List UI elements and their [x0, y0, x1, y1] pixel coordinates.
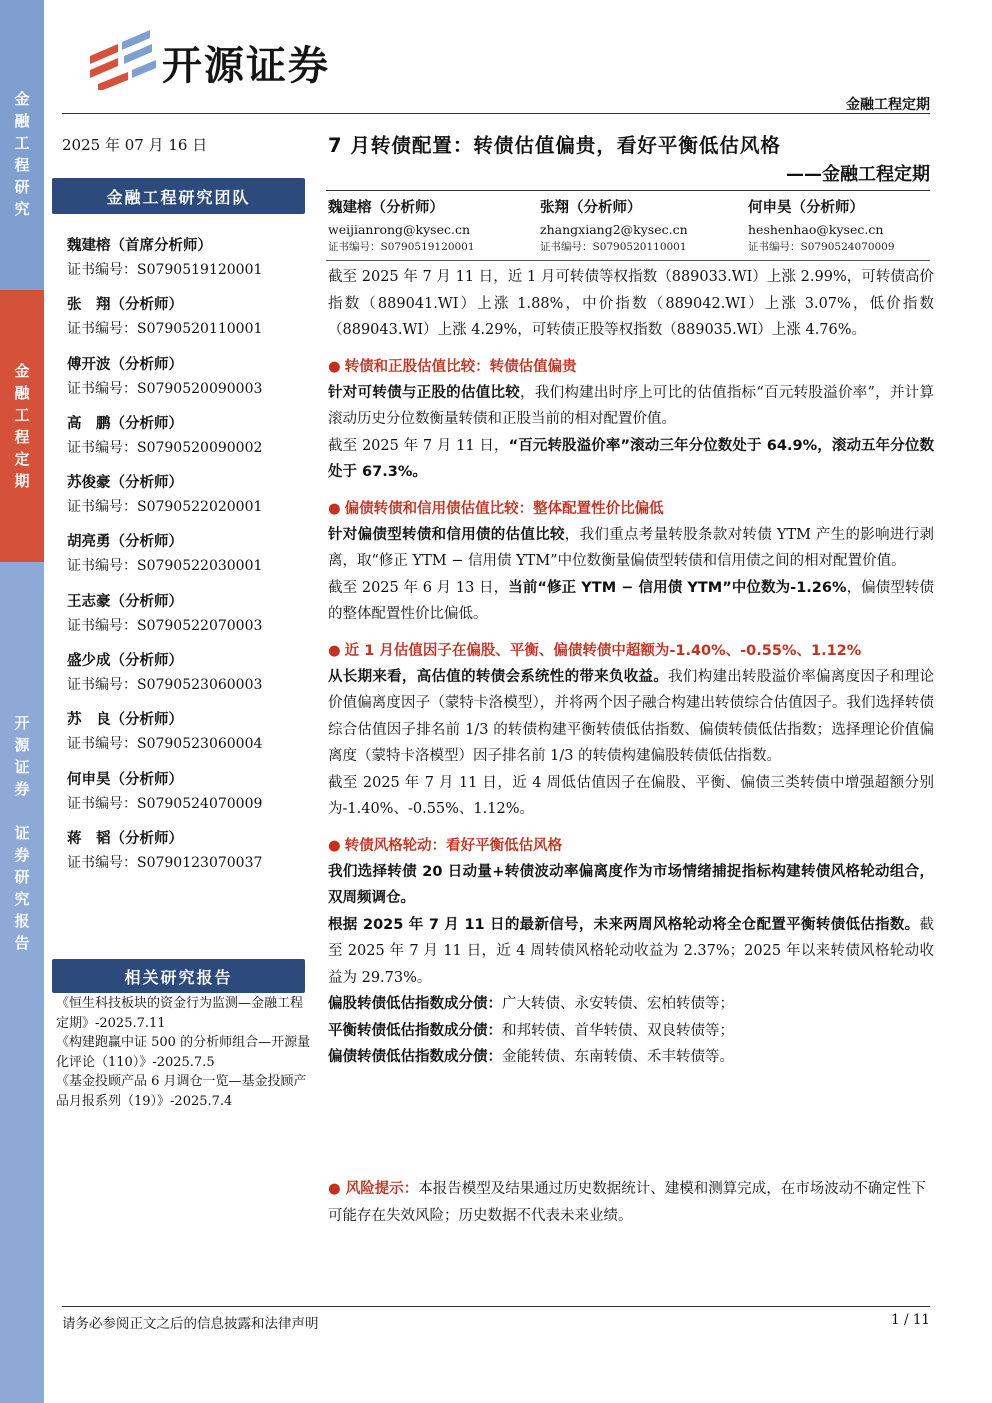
bold-lead: 从长期来看，高估值的转债会系统性的带来负收益。: [328, 668, 669, 685]
bold-text: “百元转股溢价率”滚动三年分位数处于 64.9%，滚动五年分位数处于 67.3%。: [328, 437, 934, 480]
strip-char: 融: [14, 112, 30, 130]
analyst-entry: [67, 531, 307, 590]
analyst-entry: [67, 354, 307, 413]
strip-char: 究: [14, 890, 30, 908]
strip-char: 券: [14, 780, 30, 798]
side-strip-report: [0, 562, 44, 1403]
analyst-cert: 证书编号：S0790524070009: [67, 795, 263, 812]
section-heading: [328, 354, 934, 380]
strip-char: 证: [14, 758, 30, 776]
paragraph: [328, 664, 934, 770]
section-title: 近 1 月估值因子在偏股、平衡、偏债转债中超额为-1.40%、-0.55%、1.12%: [344, 642, 862, 659]
paragraph: [328, 380, 934, 433]
author-name: 魏建榕（分析师）: [328, 200, 444, 216]
author-email[interactable]: zhangxiang2@kysec.cn: [540, 222, 688, 237]
analyst-name: 王志豪（分析师）: [67, 593, 183, 610]
strip-char: 源: [14, 736, 30, 754]
analyst-cert: 证书编号：S0790523060003: [67, 677, 263, 694]
analyst-name: 盛少成（分析师）: [67, 653, 183, 670]
risk-warning: [328, 1176, 934, 1230]
bold-lead: 根据 2025 年 7 月 11 日的最新信号，未来两周风格轮动将全仓配置平衡转债低估指数。: [328, 916, 920, 933]
paragraph: [328, 433, 934, 486]
strip-char: 融: [14, 384, 30, 402]
strip-char: 定: [14, 450, 30, 468]
related-report-link[interactable]: 《构建跑赢中证 500 的分析师组合—开源量化评论（110）》-2025.7.5: [56, 1035, 311, 1070]
strip-char: 究: [14, 200, 30, 218]
strip-char: 工: [14, 134, 30, 152]
analyst-cert: 证书编号：S0790519120001: [67, 262, 263, 278]
author-card: [328, 197, 538, 255]
related-reports-list: [56, 994, 312, 1111]
paragraph-text: 金能转债、东南转债、禾丰转债等。: [502, 1049, 734, 1065]
author-card: [748, 197, 958, 255]
section-title: 偏债转债和信用债估值比较：整体配置性价比偏低: [344, 500, 664, 517]
analyst-name: 蒋 韬（分析师）: [67, 830, 183, 847]
section-title: 转债风格轮动：看好平衡低估风格: [344, 837, 563, 854]
analyst-name: 何申昊（分析师）: [67, 771, 183, 788]
component-line: [328, 991, 934, 1018]
analyst-name: 张 翔（分析师）: [67, 297, 183, 314]
title-divider: [326, 190, 930, 191]
section-title: 转债和正股估值比较：转债估值偏贵: [344, 358, 577, 375]
analyst-name: 苏俊豪（分析师）: [67, 475, 183, 492]
paragraph: [328, 912, 934, 992]
footer-divider: [62, 1306, 930, 1307]
paragraph-text: 我们构建出转股溢价率偏离度因子和理论价值偏离度因子（蒙特卡洛模型），并将两个因子融合构建出转债综合估值因子。我们选择转债综合估值因子排名前 1/3 的转债构建平衡转债低估指数、偏债转债低估指数；选择理论价值偏离度（蒙特卡洛模型）因子排名前 1/3 的转债构建偏股转债低估指数。: [328, 668, 935, 764]
author-email[interactable]: weijianrong@kysec.cn: [328, 222, 470, 237]
analyst-name: 胡亮勇（分析师）: [67, 534, 183, 551]
page-subtitle: ——金融工程定期: [786, 164, 930, 185]
bold-lead: 平衡转债低估指数成分债：: [328, 1022, 502, 1039]
strip-char: 券: [14, 846, 30, 864]
author-cert: 证书编号：S0790519120001: [328, 241, 475, 253]
analyst-cert: 证书编号：S0790520090003: [67, 380, 263, 397]
strip-char: [19, 800, 24, 822]
strip-char: 程: [14, 428, 30, 446]
related-reports-header: 相关研究报告: [52, 959, 305, 993]
paragraph-text: ，我们重点考量转股条款对转债 YTM 产生的影响进行剥离，取“修正 YTM − 信用债 YTM”中位数衡量偏债型转债和信用债之间的相对配置价值。: [328, 526, 934, 569]
section-heading: [328, 833, 934, 859]
side-strip: [0, 0, 44, 1403]
brand-name: 开源证券: [162, 43, 330, 89]
header-divider: [62, 113, 930, 114]
strip-char: 研: [14, 178, 30, 196]
bold-lead: 偏债转债低估指数成分债：: [328, 1049, 502, 1065]
paragraph: 截至 2025 年 7 月 11 日，近 4 周低估值因子在偏股、平衡、偏债三类转债中增强超额分别为-1.40%、-0.55%、1.12%。: [328, 774, 934, 817]
analyst-cert: 证书编号：S0790522020001: [67, 499, 263, 516]
paragraph: [328, 859, 934, 912]
red-dot-icon: ●: [328, 358, 341, 375]
bold-lead: 偏股转债低估指数成分债：: [328, 996, 502, 1012]
author-cert: 证书编号：S0790524070009: [748, 241, 895, 253]
bold-lead: 针对偏债型转债和信用债的估值比较: [328, 526, 565, 543]
author-card: [540, 197, 750, 255]
strip-char: 期: [14, 472, 30, 490]
analyst-entry: [67, 413, 307, 472]
section-heading: [328, 496, 934, 522]
paragraph-text: 截至 2025 年 6 月 13 日，: [328, 579, 509, 596]
page-title: 7 月转债配置：转债估值偏贵，看好平衡低估风格: [328, 134, 781, 157]
analyst-entry: [67, 591, 307, 650]
strip-char: 研: [14, 868, 30, 886]
related-report-link[interactable]: 《基金投顾产品 6 月调仓一览—基金投顾产品月报系列（19）》-2025.7.4: [56, 1074, 307, 1109]
paragraph-text: 截至 2025 年 7 月 11 日，: [328, 437, 509, 454]
page-number: 1 / 11: [891, 1312, 930, 1328]
red-dot-icon: ●: [328, 837, 341, 854]
analyst-cert: 证书编号：S0790522070003: [67, 617, 263, 634]
strip-char: 证: [14, 824, 30, 842]
paragraph-text: 截至 2025 年 7 月 11 日，近 4 周转债风格轮动收益为 2.37%；2025 年以来转债风格轮动收益为 29.73%。: [328, 916, 934, 986]
paragraph-text: 广大转债、永安转债、宏柏转债等；: [502, 996, 734, 1012]
strip-char: 工: [14, 406, 30, 424]
analyst-entry: [67, 828, 307, 887]
red-dot-icon: ●: [328, 642, 341, 659]
author-divider: [326, 260, 930, 261]
related-report-link[interactable]: 《恒生科技板块的资金行为监测—金融工程定期》-2025.7.11: [56, 996, 304, 1031]
analyst-name: 傅开波（分析师）: [67, 356, 183, 373]
author-block: [328, 197, 934, 257]
strip-char: 程: [14, 156, 30, 174]
report-body: [328, 264, 934, 1071]
analyst-name: 苏 良（分析师）: [67, 712, 183, 729]
analyst-entry: [67, 235, 307, 294]
component-line: [328, 1044, 934, 1071]
header-category: 金融工程定期: [846, 97, 930, 113]
paragraph-text: ，偏债型转债的整体配置性价比偏低。: [328, 579, 935, 622]
red-dot-icon: ●: [328, 1181, 346, 1197]
team-header: 金融工程研究团队: [52, 178, 305, 214]
strip-char: 金: [14, 362, 30, 380]
analyst-list: [67, 235, 307, 887]
footer-disclaimer: 请务必参阅正文之后的信息披露和法律声明: [62, 1316, 319, 1332]
bold-text: 当前“修正 YTM − 信用债 YTM”中位数为-1.26%: [508, 579, 847, 596]
analyst-cert: 证书编号：S0790123070037: [67, 854, 263, 871]
strip-char: 报: [14, 912, 30, 930]
strip-char: 金: [14, 90, 30, 108]
side-strip-research: [0, 0, 44, 290]
risk-text: 本报告模型及结果通过历史数据统计、建模和测算完成，在市场波动不确定性下可能存在失效风险；历史数据不代表未来业绩。: [328, 1181, 926, 1224]
strip-char: 开: [14, 714, 30, 732]
side-strip-periodic: [0, 290, 44, 562]
analyst-cert: 证书编号：S0790520090002: [67, 439, 263, 456]
analyst-cert: 证书编号：S0790522030001: [67, 558, 263, 575]
author-name: 张翔（分析师）: [540, 200, 642, 216]
analyst-entry: [67, 650, 307, 709]
analyst-entry: [67, 472, 307, 531]
author-cert: 证书编号：S0790520110001: [540, 241, 687, 253]
analyst-name: 魏建榕（首席分析师）: [67, 238, 212, 254]
analyst-cert: 证书编号：S0790523060004: [67, 736, 263, 753]
bold-text: 我们选择转债 20 日动量+转债波动率偏离度作为市场情绪捕捉指标构建转债风格轮动组合，双周频调仓。: [328, 863, 934, 906]
component-line: [328, 1018, 934, 1045]
red-dot-icon: ●: [328, 500, 341, 517]
paragraph: [328, 522, 934, 575]
paragraph-text: 和邦转债、首华转债、双良转债等；: [502, 1022, 734, 1039]
risk-label: 风险提示：: [345, 1181, 419, 1197]
author-email[interactable]: heshenhao@kysec.cn: [748, 222, 884, 237]
analyst-name: 高 鹏（分析师）: [67, 415, 183, 432]
analyst-entry: [67, 294, 307, 353]
analyst-entry: [67, 769, 307, 828]
analyst-cert: 证书编号：S0790520110001: [67, 321, 263, 338]
author-name: 何申昊（分析师）: [748, 200, 864, 216]
intro-paragraph: 截至 2025 年 7 月 11 日，近 1 月可转债等权指数（889033.WI）上涨 2.99%，可转债高价指数（889041.WI）上涨 1.88%，中价指数（889042.WI）上涨 3.07%，低价指数（889043.WI）上涨 4.29%，可转债正股等权指数（889035.WI）上涨 4.76%。: [328, 269, 934, 338]
strip-char: 告: [14, 934, 30, 952]
paragraph: [328, 575, 934, 628]
section-heading: [328, 638, 934, 664]
report-date: 2025 年 07 月 16 日: [62, 136, 208, 154]
bold-lead: 针对可转债与正股的估值比较: [328, 384, 521, 401]
paragraph-text: ，我们构建出时序上可比的估值指标“百元转股溢价率”，并计算滚动历史分位数衡量转债和正股当前的相对配置价值。: [328, 384, 934, 427]
analyst-entry: [67, 709, 307, 768]
